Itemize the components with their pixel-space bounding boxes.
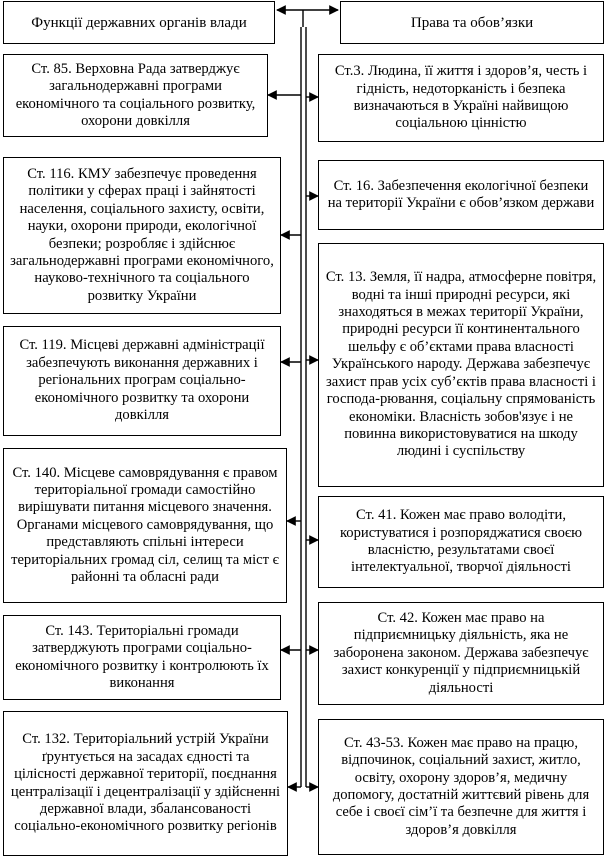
right-box-3 [318, 243, 604, 487]
right-box-5-text: Ст. 42. Кожен має право на підприємницьку діяльність, яка не заборонена законом. Держава забезпечує захист конкуренції у підприємницькій діяльності [333, 609, 589, 696]
left-box-5-text: Ст. 143. Територіальні громади затверджують програми соціально-економічного розвитку і контролюють їх виконання [15, 622, 269, 691]
left-box-6-text: Ст. 132. Територіальний устрій України ґрунтується на засадах єдності та цілісності державної території, поєднання централізації і децентралізації у здійсненні державної влади, збалансованості соціально-економічного розвитку регіонів [10, 731, 281, 835]
left-box-3 [3, 326, 281, 436]
right-box-6 [318, 719, 604, 855]
right-box-2 [318, 160, 604, 230]
right-box-4 [318, 496, 604, 588]
right-box-2-text: Ст. 16. Забезпечення екологічної безпеки на території України є обов’язком держави [327, 177, 595, 211]
header-left [3, 1, 275, 44]
left-box-5 [3, 615, 281, 700]
left-box-2-text: Ст. 116. КМУ забезпечує проведення політики у сферах праці і зайнятості населення, соціального захисту, освіти, науки, охорони природи, екологічної безпеки; розробляє і здійснює загальнодержавні програми економічного, науково-технічного та соціального розвитку України [10, 165, 274, 304]
right-box-5 [318, 602, 604, 705]
right-box-3-text: Ст. 13. Земля, її надра, атмосферне повітря, водні та інші природні ресурси, які знаходяться в межах території України, природні ресурси її континентального шельфу є об’єктами права власності Українського народу. Держава забезпечує захист прав усіх суб’єктів права власності і господа-рювання, соціальну спрямованість економіки. Власність зобов'язує і не повинна використовуватися на шкоду людині і суспільству [325, 269, 597, 460]
right-box-4-text: Ст. 41. Кожен має право володіти, користуватися і розпоряджатися своєю власністю, результатами своєї інтелектуальної, творчої діяльності [339, 507, 583, 576]
left-box-1-text: Ст. 85. Верховна Рада затверджує загальнодержавні програми економічного та соціального розвитку, охорони довкілля [15, 60, 256, 129]
right-box-1 [318, 54, 604, 142]
header-left-label: Функції державних органів влади [31, 14, 247, 31]
left-box-4 [3, 448, 287, 603]
header-right-label: Права та обов’язки [410, 14, 534, 31]
left-box-2 [3, 157, 281, 314]
right-box-6-text: Ст. 43-53. Кожен має право на працю, відпочинок, соціальний захист, житло, освіту, охорону здоров’я, медичну допомогу, достатній життєвий рівень для себе і своєї сім’ї та безпечне для життя і здоров’я довкілля [332, 734, 590, 838]
left-box-4-text: Ст. 140. Місцеве самоврядування є правом територіальної громади самостійно вирішувати питання місцевого значення. Органами місцевого самоврядування, що представляють спільні інтереси територіальних громад сіл, селищ та міст є районні та обласні ради [11, 464, 279, 586]
header-right [340, 1, 604, 44]
left-box-3-text: Ст. 119. Місцеві державні адміністрації забезпечують виконання державних і регіональних програм соціально-економічного розвитку та охорони довкілля [19, 337, 265, 424]
left-box-1 [3, 54, 268, 137]
left-box-6 [3, 711, 288, 856]
right-box-1-text: Ст.3. Людина, її життя і здоров’я, честь і гідність, недоторканість і безпека визначаються в Україні найвищою соціальною цінністю [334, 63, 588, 132]
